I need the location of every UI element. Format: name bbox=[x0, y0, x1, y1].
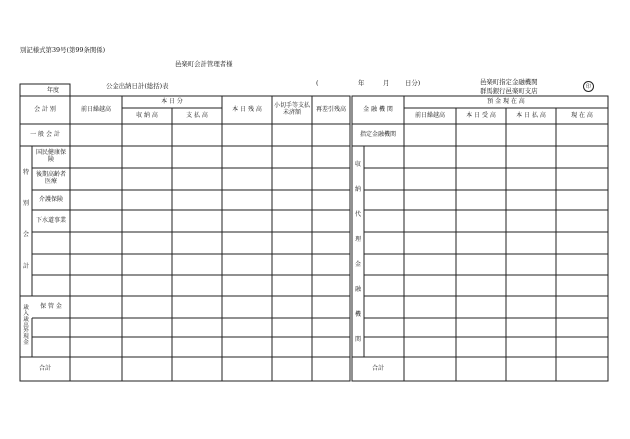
row-elderly-medical: 後期高齢者医療 bbox=[35, 171, 66, 185]
row-designated: 指定金融機関 bbox=[359, 130, 396, 138]
row-custody: 保 管 金 bbox=[40, 302, 62, 310]
report-title: 公金出納日計(総括)表 bbox=[106, 82, 169, 90]
date-paren: ( bbox=[316, 79, 319, 87]
fiscal-year-label: 年度 bbox=[46, 86, 59, 94]
receiving-char-7: 機 bbox=[355, 311, 362, 318]
receiving-char-1: 収 bbox=[355, 161, 362, 168]
row-general: 一 般 会 計 bbox=[30, 130, 60, 138]
col-reserve: 再差引残高 bbox=[315, 105, 346, 113]
seal-mark: 印 bbox=[583, 81, 594, 92]
date-year: 年 bbox=[358, 79, 365, 87]
col-deposit: 預 金 現 在 高 bbox=[487, 97, 525, 105]
row-national-health: 国民健康保険 bbox=[35, 149, 66, 163]
date-day: 日分) bbox=[405, 79, 421, 87]
receiving-char-2: 納 bbox=[355, 186, 362, 193]
col-right-prev-balance: 前日繰越高 bbox=[414, 111, 445, 119]
col-today-balance: 本 日 残 高 bbox=[232, 105, 262, 113]
col-today: 本 日 分 bbox=[161, 97, 183, 105]
col-receipts: 収 納 高 bbox=[136, 111, 158, 119]
row-nursing-care: 介護保険 bbox=[38, 195, 63, 203]
col-today-payments: 本 日 払 高 bbox=[516, 111, 546, 119]
date-month: 月 bbox=[383, 79, 390, 87]
bank-branch: 群馬銀行邑楽町支店 bbox=[480, 87, 538, 95]
cash-group-label: 歳入歳出外現金 bbox=[23, 304, 29, 347]
right-total: 合計 bbox=[371, 364, 384, 372]
left-total: 合計 bbox=[38, 364, 51, 372]
row-sewerage: 下水道事業 bbox=[35, 216, 66, 224]
receiving-char-4: 理 bbox=[355, 236, 362, 243]
col-prev-balance: 前日繰越高 bbox=[80, 105, 111, 113]
col-today-receipts: 本 日 受 高 bbox=[466, 111, 496, 119]
special-group-char-2: 別 bbox=[23, 200, 30, 207]
special-group-char-3: 会 bbox=[23, 231, 30, 238]
receiving-char-8: 関 bbox=[355, 336, 362, 343]
col-current: 現 在 高 bbox=[571, 111, 593, 119]
col-payments: 支 払 高 bbox=[186, 111, 208, 119]
special-group-char-1: 特 bbox=[23, 169, 30, 176]
bank-name: 邑楽町指定金融機関 bbox=[480, 78, 538, 86]
form-id: 別記様式第39号(第99条関係) bbox=[20, 46, 106, 54]
col-institution: 金 融 機 関 bbox=[363, 105, 393, 113]
receiving-char-3: 代 bbox=[355, 211, 362, 218]
col-unpaid-checks: 小切手等支払未済額 bbox=[274, 102, 311, 116]
special-group-char-4: 計 bbox=[23, 263, 30, 270]
col-account: 会 計 別 bbox=[34, 105, 56, 113]
addressee: 邑楽町会計管理者様 bbox=[175, 60, 233, 68]
receiving-char-5: 金 bbox=[355, 261, 362, 268]
receiving-char-6: 融 bbox=[355, 286, 362, 293]
